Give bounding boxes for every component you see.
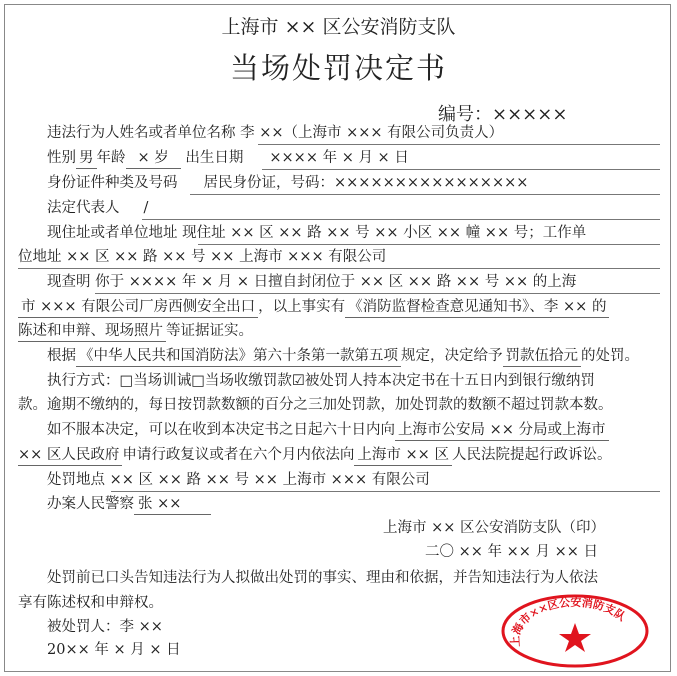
underline: [198, 244, 660, 245]
underline: [262, 169, 660, 170]
seal-text: 上海市××区公安消防支队: [508, 595, 629, 648]
underline: [111, 491, 660, 492]
appeal-line-1: 如不服本决定，可以在收到本决定书之日起六十日内向 上海市公安局 ×× 分局或上海市: [47, 420, 609, 441]
document-number: 编号：×××××: [438, 104, 568, 125]
execution-line-1: 执行方式：□当场训诫□当场收缴罚款☑被处罚人持本决定书在十五日内到银行缴纳罚: [47, 373, 595, 389]
official-seal-stamp: [500, 593, 650, 669]
gender-age-birth-row: 性别 男 年龄 × 岁 出生日期 ×××× 年 × 月 × 日: [47, 148, 409, 169]
facts-line-3: 陈述和申辩、现场照片 等证据证实。: [18, 321, 253, 342]
issuer-name: 上海市 ×× 区公安消防支队（印）: [383, 520, 606, 536]
star-icon: [559, 623, 591, 652]
facts-line-1: 现查明 你于 ×××× 年 × 月 × 日擅自封闭位于 ×× 区 ×× 路 ×× 号 ×× 的上海: [47, 274, 577, 290]
underline: [258, 144, 660, 145]
document-title: 当场处罚决定书: [229, 51, 447, 85]
facts-line-2: 市 ××× 有限公司厂房西侧安全出口 ，以上事实有 《消防监督检查意见通知书》、李 ×× 的: [18, 297, 609, 318]
violator-row: 违法行为人姓名或者单位名称 李 ××（上海市 ××× 有限公司负责人）: [47, 125, 504, 141]
underline: [190, 194, 660, 195]
recipient-label: 被处罚人：李 ××: [47, 619, 163, 635]
underline: [95, 293, 660, 294]
execution-line-2: 款。逾期不缴纳的，每日按罚款数额的百分之三加处罚款，加处罚款的数额不超过罚款本数。: [18, 397, 613, 413]
underline: [142, 219, 660, 220]
notice-line-1: 处罚前已口头告知违法行为人拟做出处罚的事实、理由和依据，并告知违法行为人依法: [47, 570, 598, 586]
issuer-date: 二〇 ×× 年 ×× 月 ×× 日: [425, 544, 599, 560]
appeal-line-2: ×× 区人民政府 申请行政复议或者在六个月内依法向 上海市 ×× 区 人民法院提起行政诉讼。: [18, 445, 611, 466]
officer-row: 办案人民警察 张 ××: [47, 494, 211, 515]
agency-heading: 上海市 ×× 区公安消防支队: [221, 16, 456, 38]
basis-line: 根据 《中华人民共和国消防法》第六十条第一款第五项 规定，决定给予 罚款伍拾元 的处罚。: [47, 346, 639, 367]
notice-line-2: 享有陈述权和申辩权。: [18, 595, 163, 611]
id-row: 身份证件种类及号码 居民身份证，号码：××××××××××××××××: [47, 175, 529, 191]
legal-rep-row: 法定代表人 /: [47, 200, 149, 216]
address-row-2: 位地址 ×× 区 ×× 路 ×× 号 ×× 上海市 ××× 有限公司: [18, 249, 387, 265]
place-row: 处罚地点 ×× 区 ×× 路 ×× 号 ×× 上海市 ××× 有限公司: [47, 472, 430, 488]
address-row: 现住址或者单位地址 现住址 ×× 区 ×× 路 ×× 号 ×× 小区 ×× 幢 ×× 号；工作单: [47, 225, 587, 241]
underline: [18, 268, 660, 269]
recipient-date: 20×× 年 × 月 × 日: [47, 642, 181, 658]
violator-value: 李 ××（上海市 ××× 有限公司负责人）: [240, 125, 504, 141]
